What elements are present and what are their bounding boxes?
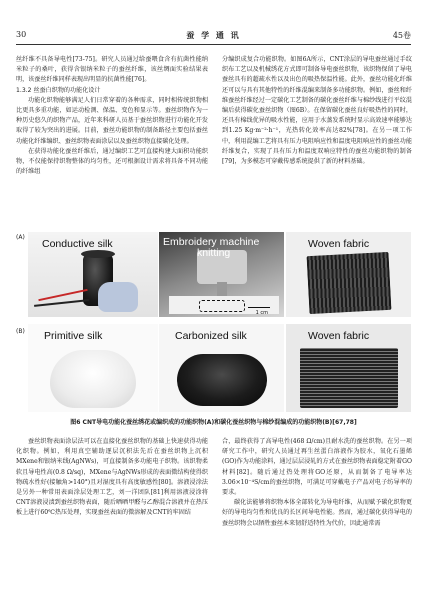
right-column-bottom (222, 437, 412, 529)
panel-title: Woven fabric (308, 238, 370, 250)
embroidery-machine-photo (159, 232, 284, 317)
page-header (16, 30, 411, 42)
white-silk-skein (50, 350, 136, 408)
spool-top (81, 250, 115, 258)
paragraph: 在获得功能化蚕丝纤维后，通过编织工艺可直接构建大面积功能织物，不仅能保持织物整体的均匀性，还可根据设计需求将具备不同功能的纤维组 (16, 147, 208, 176)
journal-title: 蚕 学 通 讯 (186, 30, 241, 40)
panel-title: Conductive silk (42, 238, 113, 250)
figure-6 (16, 232, 411, 414)
woven-fabric-swatch (307, 252, 392, 314)
panel-title: Primitive silk (44, 330, 103, 342)
woven-fabric-photo-b (286, 324, 411, 412)
left-column-top (16, 55, 208, 177)
panel-title-line2: knitting (197, 247, 231, 259)
presser-foot (217, 282, 227, 296)
scale-bar-label: 1 cm (255, 310, 268, 316)
woven-fabric-photo-a (286, 232, 411, 317)
panel-title: Woven fabric (308, 330, 370, 342)
paragraph: 分编织成复合功能织物。如图6A所示，CNT涂层的导电蚕丝通过手纹织布工艺以及机械绣花方式即可制备导电蚕丝织物，该织物保留了导电蚕丝具有的超疏水性以及出色的吸热保温性能。此外，蚕丝功能化纤维还可以与具有其他特性的纤维混编来制备多功能织物。例如，蚕丝和纤维蚕丝纤维经过一定碳化工艺制备的碳化蚕丝纤维与棉纱线进行平纹混编后获得碳化蚕丝织物（图6B）。在保留碳化蚕丝良好吸热性的同时，还具有棉线优异的吸水性能，应用于水蒸发系统时显示高效速率能够达到1.25 Kg·m⁻²·h⁻¹，光热转化效率高达82%[78]。在另一项工作中，利用混编工艺将具有压力电阻响应性和温度电阻响应性的蚕丝功能纤维复合，实现了具有压力和温度双响应特性的蚕丝功能织物的制备[79]，为多模态可穿戴传感系统提供了新的材料基础。 (222, 56, 412, 166)
panel-title: Carbonized silk (175, 330, 247, 342)
gloved-hand (98, 282, 138, 312)
paragraph: 功能化织物能够满足人们日常穿着的各种需求，同时相传统织物相比更具多重功能，如运动检测、保温、变色和显示等。蚕丝织物作为一种历史悠久的织物产品，近年来科研人员基于蚕丝织物进行功能化开发取得了较为突出的进展。目前，蚕丝功能织物的制备路径主要包括蚕丝功能化纤维编织、蚕丝织物表面涂层以及蚕丝织物直接碳化处理。 (16, 96, 208, 145)
conductive-silk-photo (28, 232, 158, 317)
volume-label: 45卷 (392, 31, 411, 40)
stitched-pattern (199, 300, 245, 312)
figure-label-b: (B) (16, 328, 25, 335)
figure-label-a: (A) (16, 234, 25, 241)
paragraph: 蚕丝织物表面涂层法可以在直接化蚕丝织物的基础上快速获得功能化织物。例如，利用真空辅助逐层沉积法先后在蚕丝织物上沉积MXene和银纳米线(AgNWs)，可直接制备多功能电子织物。该织物柔软且导电性高(0.8 Ω/sq)，MXene与AgNWs形成的表面微结构使得织物疏水性好(接触角>140°)且对湿度具有高度敏感性[80]。溶液浸涂法是另外一种常用表面涂层处理工艺，刘一洋团队[81]利用溶液浸涂将CNT溶液浸渍到蚕丝织物表面，随后晒晒甲醛与乙醇混合溶液并在热压板上进行60℃热压处理，实现蚕丝表面的微溶解及CNT的牢固结 (16, 438, 208, 517)
paragraph: 碳化法能够将织物本体全部转化为导电纤维，从而赋予碳化织物更好的导电均匀性和优良的长区间导电性能。然而，通过碳化获得导电的蚕丝织物会以牺牲蚕丝本来韧舒适特性为代价，因此通常需 (222, 499, 412, 527)
page-number: 30 (16, 30, 27, 39)
section-heading: 1.3.2 丝蚕白织物的功能化设计 (16, 86, 101, 94)
header-rule (16, 44, 411, 45)
carbonized-silk-bundle (177, 354, 267, 406)
panel-title: Embroidery machine (163, 236, 260, 248)
figure-caption: 图6 CNT导电功能化蚕丝绣花或编织成的功能织物(A)和碳化蚕丝织物与棉纱混编成的功能织物(B)[67,78] (70, 419, 357, 426)
carbonized-silk-photo (159, 324, 284, 412)
mixed-woven-swatch (300, 348, 398, 408)
primitive-silk-photo (28, 324, 158, 412)
paragraph: 丝纤维不具备导电性[73-75]。研究人员通过给蚕喂食含有抗菌性能纳米粒子的桑叶，获得含银纳米粒子的蚕丝纤维，该丝绸面实验结果表明，该蚕丝纤维同样表现出明显的抗菌性能[76]。 (16, 56, 208, 84)
right-column-top (222, 55, 412, 167)
scale-bar (248, 307, 270, 309)
left-column-bottom (16, 437, 208, 519)
paragraph: 合，最终获得了高导电性(468 Ω/cm)且耐水洗的蚕丝织物。在另一项研究工作中，研究人员通过再生丝蛋白溶液作为胶水，氧化石墨烯(GO)作为功能涂料，通过层层浸轧的方式在蚕丝织物表面稳定附着GO材料[82]。随后通过热处理将GO还原，从而制备了电导率达3.06×10⁻⁴S/cm的蚕丝织物，可满足可穿戴电子产品对电子纺导率的要求。 (222, 438, 412, 497)
